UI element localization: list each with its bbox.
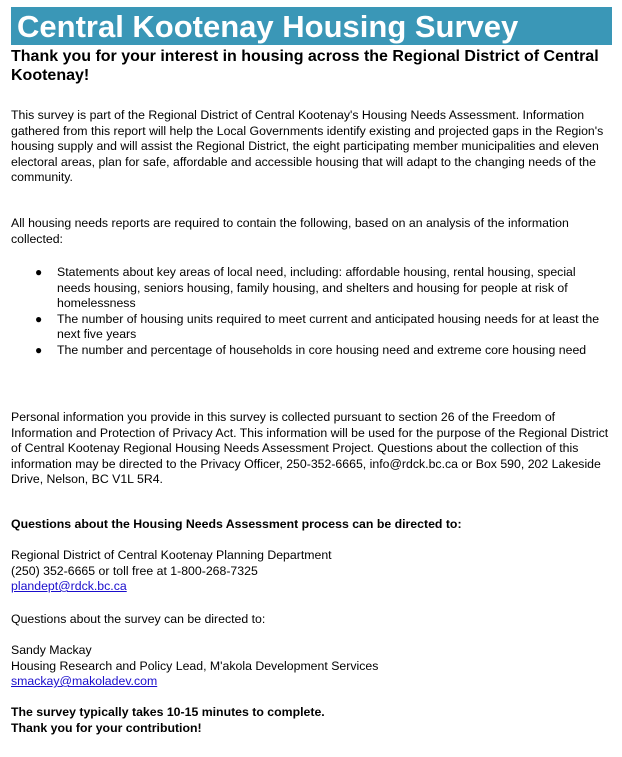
process-contact [11, 548, 611, 595]
completion-time-text: The survey typically takes 10-15 minutes to complete. [11, 705, 325, 719]
thank-you-heading: Thank you for your interest in housing across the Regional District of Central Kootenay! [11, 48, 599, 84]
bullet-icon: ● [35, 265, 43, 279]
list-item [11, 312, 611, 343]
list-item-text: The number of housing units required to meet current and anticipated housing needs for at least the next five years [57, 311, 600, 341]
intro-paragraph: This survey is part of the Regional District of Central Kootenay's Housing Needs Assessment. Information gathered from this report will help the Local Governments identify existing and projected gaps in the Region's housing supply and will assist the Regional District, the eight participating member municipalities and eleven electoral areas, plan for safe, affordable and accessible housing that will adapt to the changing needs of the community. [11, 108, 604, 184]
list-item [11, 265, 611, 312]
requirements-list [11, 265, 611, 358]
process-contact-phone: (250) 352-6665 or toll free at 1-800-268-7325 [11, 563, 258, 578]
survey-contact-name: Sandy Mackay [11, 643, 92, 657]
thank-you-text: Thank you for your contribution! [11, 720, 202, 735]
page-title: Central Kootenay Housing Survey [17, 9, 519, 44]
list-item-text: Statements about key areas of local need, including: affordable housing, rental housing, special needs housing, seniors housing, family housing, and shelters and housing for people at risk of homelessness [57, 265, 576, 310]
survey-contact-heading: Questions about the survey can be directed to: [11, 612, 266, 626]
process-contact-org: Regional District of Central Kootenay Planning Department [11, 548, 332, 562]
bullet-icon: ● [35, 311, 43, 326]
title-banner [11, 7, 612, 45]
process-contact-heading: Questions about the Housing Needs Assessment process can be directed to: [11, 517, 462, 531]
bullet-icon: ● [35, 342, 43, 357]
requirements-paragraph: All housing needs reports are required to contain the following, based on an analysis of the information collected: [11, 216, 569, 246]
survey-contact-role: Housing Research and Policy Lead, M'akola Development Services [11, 658, 379, 673]
list-item [11, 343, 611, 359]
survey-contact-email-link[interactable]: smackay@makoladev.com [11, 674, 158, 688]
list-item-text: The number and percentage of households in core housing need and extreme core housing need [57, 342, 587, 357]
survey-contact [11, 643, 611, 690]
process-contact-email-link[interactable]: plandept@rdck.bc.ca [11, 579, 127, 593]
privacy-paragraph: Personal information you provide in this survey is collected pursuant to section 26 of the Freedom of Information and Protection of Privacy Act. This information will be used for the purpose of the Regional District of Central Kootenay Regional Housing Needs Assessment Project. Questions about the collection of this information may be directed to the Privacy Officer, 250-352-6665, info@rdck.bc.ca or Box 590, 202 Lakeside Drive, Nelson, BC V1L 5R4. [11, 410, 609, 486]
closing-note [11, 705, 611, 736]
